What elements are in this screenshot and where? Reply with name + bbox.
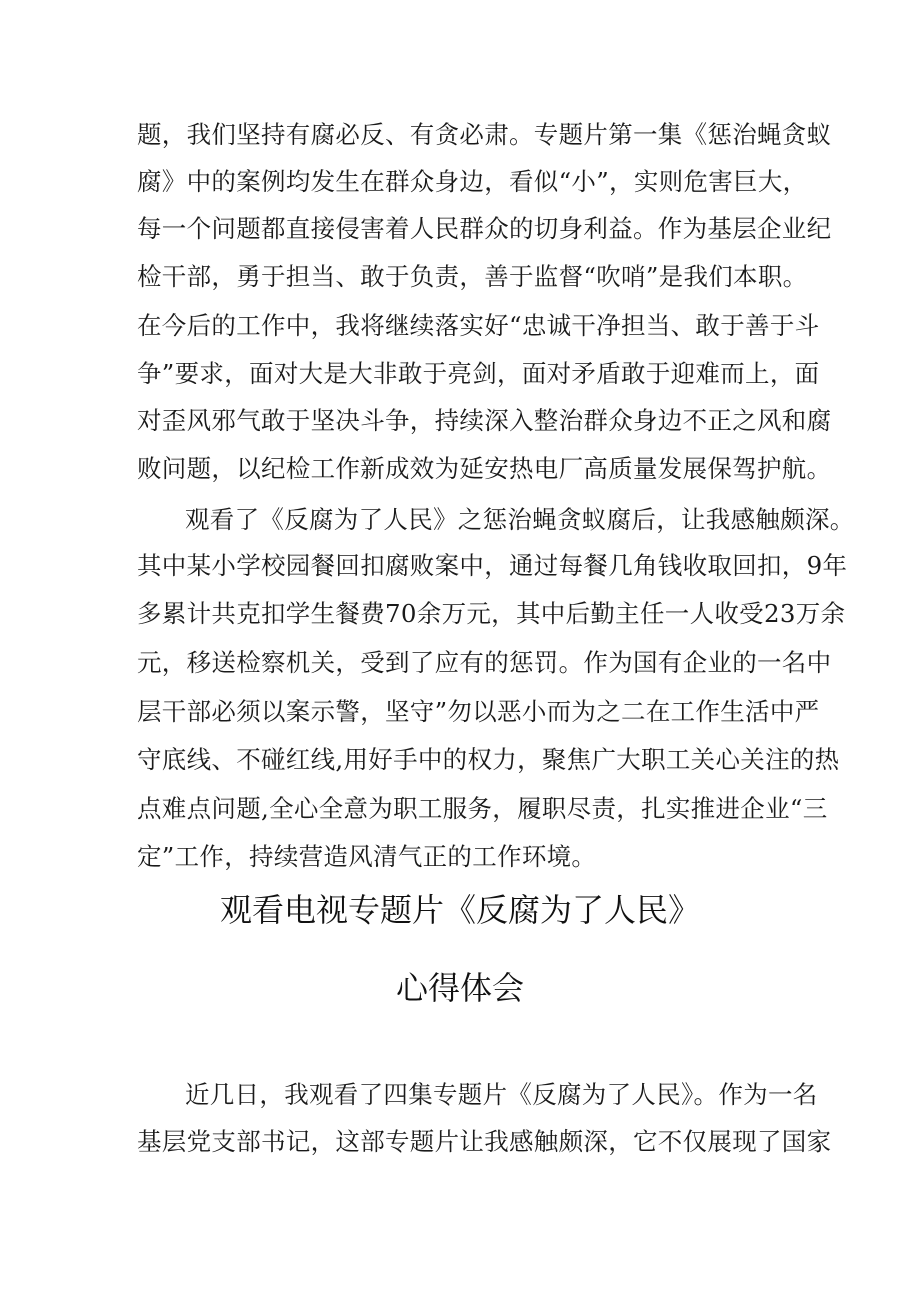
paragraph-line: 多累计共克扣学生餐费70余万元，其中后勤主任一人收受23万余 (137, 599, 846, 628)
paragraph-line: 腐》中的案例均发生在群众身边，看似“小”，实则危害巨大， (137, 167, 808, 196)
paragraph-line: 对歪风邪气敢于坚决斗争，持续深入整治群众身边不正之风和腐 (137, 406, 832, 435)
paragraph-line: 定”工作，持续营造风清气正的工作环境。 (137, 842, 597, 871)
paragraph-line: 在今后的工作中，我将继续落实好“忠诚干净担当、敢于善于斗 (137, 311, 820, 340)
paragraph-line: 检干部，勇于担当、敢于负责，善于监督“吹哨”是我们本职。 (137, 262, 808, 291)
paragraph-line: 基层党支部书记，这部专题片让我感触颇深，它不仅展现了国家 (137, 1127, 832, 1156)
document-title: 观看电视专题片《反腐为了人民》 (219, 891, 700, 929)
paragraph-line: 争”要求，面对大是大非敢于亮剑，面对矛盾敢于迎难而上，面 (137, 359, 820, 388)
document-subtitle: 心得体会 (395, 969, 524, 1007)
paragraph-line: 观看了《反腐为了人民》之惩治蝇贪蚁腐后，让我感触颇深。 (185, 505, 855, 534)
paragraph-line: 近几日，我观看了四集专题片《反腐为了人民》。作为一名 (185, 1080, 818, 1109)
paragraph-line: 元，移送检察机关，受到了应有的惩罚。作为国有企业的一名中 (137, 648, 832, 677)
paragraph-line: 层干部必须以案示警，坚守”勿以恶小而为之二在工作生活中严 (137, 697, 820, 726)
paragraph-line: 其中某小学校园餐回扣腐败案中，通过每餐几角钱收取回扣，9年 (137, 551, 848, 580)
paragraph-line: 题，我们坚持有腐必反、有贪必肃。专题片第一集《惩治蝇贪蚁 (137, 120, 832, 149)
paragraph-line: 败问题，以纪检工作新成效为延安热电厂高质量发展保驾护航。 (137, 454, 832, 483)
paragraph-line: 点难点问题,全心全意为职工服务，履职尽责，扎实推进企业“三 (137, 794, 828, 823)
paragraph-line: 守底线、不碰红线,用好手中的权力，聚焦广大职工关心关注的热 (137, 745, 840, 774)
paragraph-line: 每一个问题都直接侵害着人民群众的切身利益。作为基层企业纪 (137, 214, 832, 243)
